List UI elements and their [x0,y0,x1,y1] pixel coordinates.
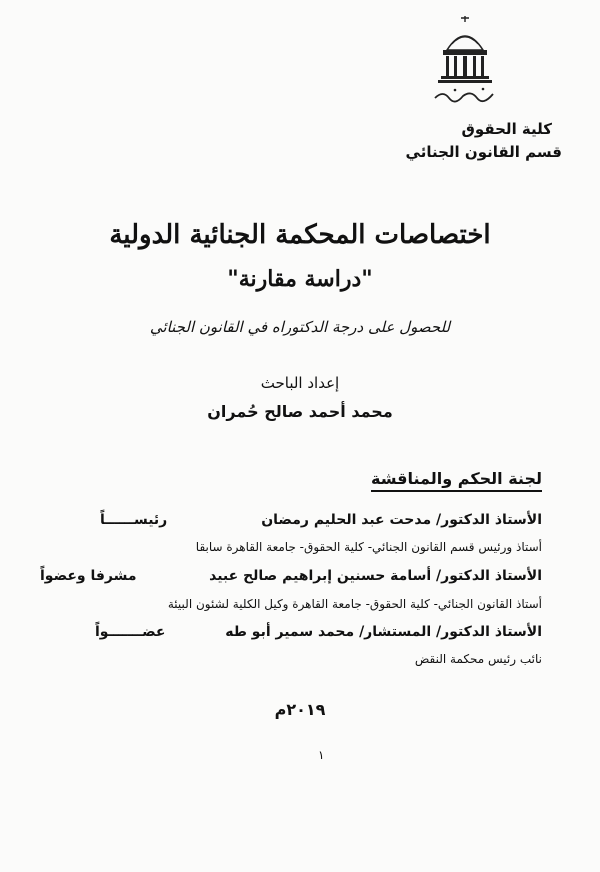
committee-member-role: عضـــــــواً [95,624,166,640]
committee-member-description: أستاذ ورئيس قسم القانون الجنائي- كلية الحقوق- جامعة القاهرة سابقا [195,540,542,554]
thesis-subtitle: "دراسة مقارنة" [227,266,373,292]
prepared-by-label: إعداد الباحث [260,374,340,392]
department-name: قسم القانون الجنائي [405,143,562,161]
committee-member-name: الأستاذ الدكتور/ مدحت عبد الحليم رمضان [261,512,542,528]
committee-member-name: الأستاذ الدكتور/ المستشار/ محمد سمير أبو طه [225,624,542,640]
degree-line: للحصول على درجة الدكتوراه في القانون الجنائي [149,318,451,336]
committee-member-name: الأستاذ الدكتور/ أسامة حسنين إبراهيم صالح عبيد [209,568,542,584]
page-number: ١ [318,748,325,762]
committee-member-description: نائب رئيس محكمة النقض [414,652,542,666]
committee-heading: لجنة الحكم والمناقشة [371,469,542,492]
university-seal-icon [425,10,505,110]
cairo-university-logo [425,10,505,110]
committee-member-description: أستاذ القانون الجنائي- كلية الحقوق- جامعة القاهرة وكيل الكلية لشئون البيئة [167,597,542,611]
committee-member-role: رئيســــــاً [100,512,168,528]
researcher-name: محمد أحمد صالح حُمران [207,402,393,421]
thesis-title: اختصاصات المحكمة الجنائية الدولية [109,220,491,250]
year: ٢٠١٩م [274,700,326,719]
faculty-name: كلية الحقوق [461,120,552,138]
committee-member-role: مشرفا وعضواً [40,568,137,584]
